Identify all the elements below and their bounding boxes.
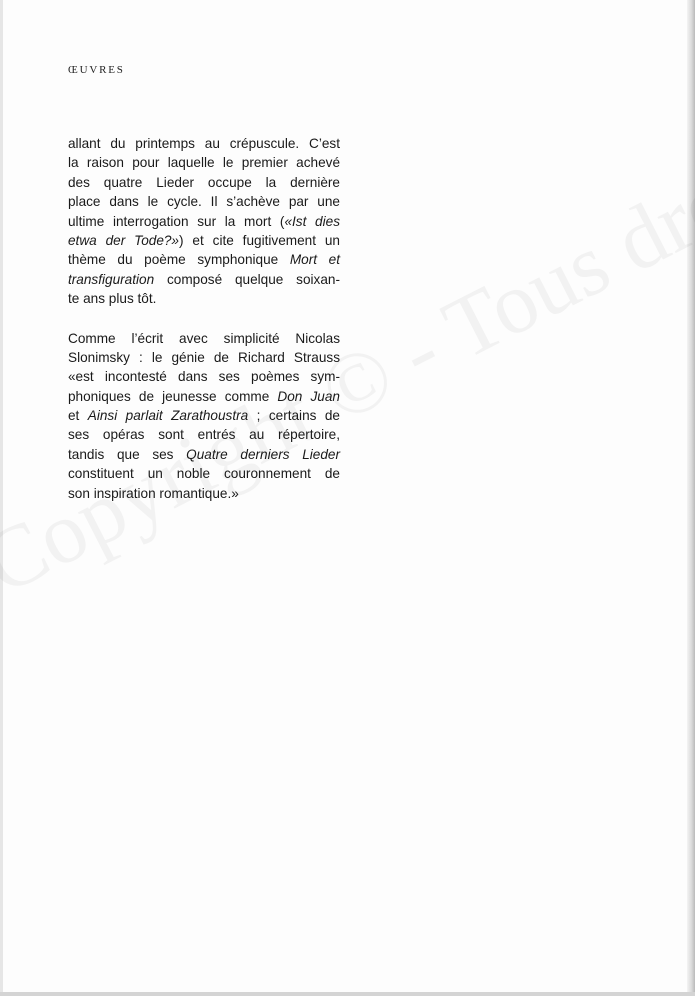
body-text xyxy=(68,134,340,503)
text-line xyxy=(68,329,340,348)
text-run: place dans le cycle. Il s’achève par une xyxy=(68,194,340,210)
text-run: ; certains de xyxy=(248,408,340,424)
page-edge-bottom xyxy=(0,992,695,996)
text-run: thème du poème symphonique xyxy=(68,252,290,268)
paragraph-1 xyxy=(68,134,340,309)
text-line xyxy=(68,270,340,289)
text-line xyxy=(68,173,340,192)
text-line xyxy=(68,406,340,425)
page-edge-right xyxy=(687,0,695,996)
text-line xyxy=(68,348,340,367)
text-run: la raison pour laquelle le premier achevé xyxy=(68,155,340,171)
text-run: «est incontesté dans ses poèmes sym- xyxy=(68,369,340,385)
text-run: Comme l’écrit avec simplicité Nicolas xyxy=(68,330,340,346)
text-run: te ans plus tôt. xyxy=(68,291,157,307)
running-head: ŒUVRES xyxy=(68,64,125,76)
text-line xyxy=(68,134,340,153)
text-run: tandis que ses xyxy=(68,446,187,462)
text-line xyxy=(68,192,340,211)
text-line xyxy=(68,484,340,503)
page-edge-left xyxy=(0,0,3,996)
text-run: composé quelque soixan- xyxy=(154,271,340,287)
text-run: et xyxy=(68,408,88,424)
text-line xyxy=(68,289,340,308)
text-run: allant du printemps au crépuscule. C’est xyxy=(68,136,340,151)
text-line xyxy=(68,387,340,406)
text-line xyxy=(68,153,340,172)
text-run: Slonimsky : le génie de Richard Strauss xyxy=(68,349,340,365)
italic-text: Mort et xyxy=(289,252,340,268)
italic-text: Don Juan xyxy=(277,388,340,404)
text-run: des quatre Lieder occupe la dernière xyxy=(68,174,340,190)
text-run: ultime interrogation sur la mort ( xyxy=(68,213,285,229)
italic-text: etwa der Tode?» xyxy=(68,232,179,248)
text-run: ses opéras sont entrés au répertoire, xyxy=(68,427,340,443)
italic-text: «Ist dies xyxy=(284,213,340,229)
text-line xyxy=(68,231,340,250)
text-line xyxy=(68,464,340,483)
text-run: ) et cite fugitivement un xyxy=(179,232,340,248)
italic-text: Ainsi parlait Zarathoustra xyxy=(87,408,249,424)
italic-text: Quatre derniers Lieder xyxy=(186,446,340,462)
text-line xyxy=(68,367,340,386)
text-line xyxy=(68,445,340,464)
text-run: constituent un noble couronnement de xyxy=(68,466,340,482)
text-line xyxy=(68,425,340,444)
text-run: son inspiration romantique.» xyxy=(68,485,239,501)
text-line xyxy=(68,212,340,231)
text-run: phoniques de jeunesse comme xyxy=(68,388,278,404)
text-line xyxy=(68,250,340,269)
paragraph-2 xyxy=(68,329,340,504)
italic-text: transfiguration xyxy=(68,271,155,287)
